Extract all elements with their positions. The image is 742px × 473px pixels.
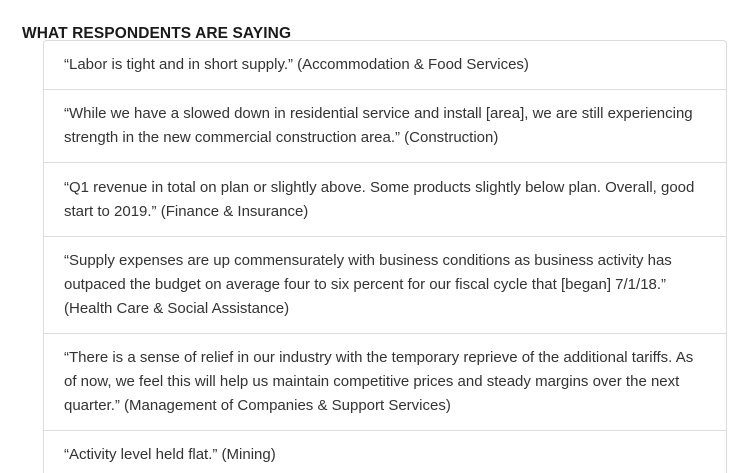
section-heading: WHAT RESPONDENTS ARE SAYING: [22, 24, 292, 42]
respondent-quote-list: [43, 40, 727, 473]
respondent-quote: “There is a sense of relief in our industry with the temporary reprieve of the additional tariffs. As of now, we feel this will help us maintain competitive prices and steady margins over the next quarter.” (Management of Companies & Support Services): [44, 334, 726, 431]
respondent-quote: “Q1 revenue in total on plan or slightly above. Some products slightly below plan. Overall, good start to 2019.” (Finance & Insurance): [44, 163, 726, 237]
respondent-quote: “Supply expenses are up commensurately with business conditions as business activity has outpaced the budget on average four to six percent for our fiscal cycle that [began] 7/1/18.” (Health Care & Social Assistance): [44, 237, 726, 334]
respondent-quote: “While we have a slowed down in residential service and install [area], we are still experiencing strength in the new commercial construction area.” (Construction): [44, 90, 726, 163]
respondent-quote: “Activity level held flat.” (Mining): [64, 446, 276, 463]
respondent-quote: “Labor is tight and in short supply.” (Accommodation & Food Services): [44, 41, 726, 90]
